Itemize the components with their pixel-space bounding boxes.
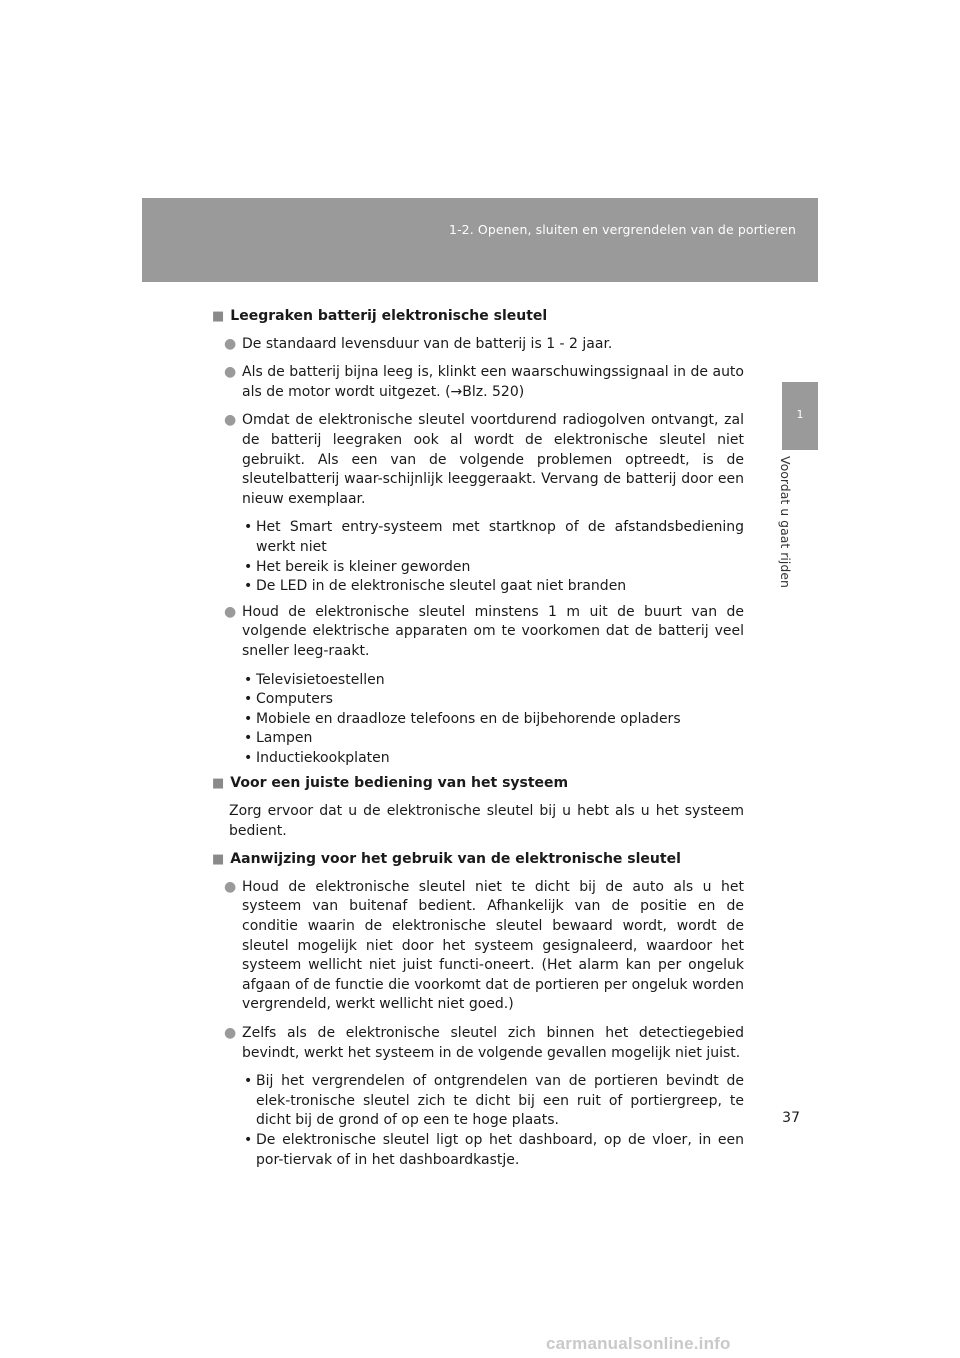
bullet-item xyxy=(212,363,744,402)
bullet-text: Houd de elektronische sleutel niet te dicht bij de auto als u het systeem van buitenaf bedient. Afhankelijk van de positie en de conditie waarin de elektronische sleutel bewaard wordt, wordt de sleutel mogelijk niet door het systeem gesignaleerd, waardoor het systeem wellicht niet juist functi-oneert. (Het alarm kan per ongeluk afgaan of de functie die voorkomt dat de portieren per ongeluk worden vergrendeld, werkt wellicht niet goed.) xyxy=(242,878,744,1013)
sub-list-item: • De LED in de elektronische sleutel gaat niet branden xyxy=(244,578,627,595)
sub-list-item: • Het Smart entry-systeem met startknop of de afstandsbediening werkt niet xyxy=(244,519,744,555)
section-heading-text: Leegraken batterij elektronische sleutel xyxy=(230,308,548,324)
bullet-item xyxy=(212,411,744,509)
sub-list-text: Het Smart entry-systeem met startknop of de afstandsbediening werkt niet xyxy=(256,519,744,555)
bullet-text: Omdat de elektronische sleutel voortdurend radiogolven ontvangt, zal de batterij leegraken ook al wordt de elektronische sleutel niet gebruikt. Als een van de volgende problemen optreedt, is de sleutelbatterij waar-schijnlijk leeggeraakt. Vervang de batterij door een nieuw exemplaar. xyxy=(242,412,744,507)
section-heading-text: Voor een juiste bediening van het systeem xyxy=(230,775,569,792)
bullet-text: Als de batterij bijna leeg is, klinkt een waarschuwingssignaal in de auto als de motor wordt uitgezet. (→Blz. 520) xyxy=(242,364,744,400)
chapter-tab-number: 1 xyxy=(796,408,804,421)
sub-list-item: • Lampen xyxy=(244,730,313,747)
sub-list-item: • Mobiele en draadloze telefoons en de bijbehorende opladers xyxy=(244,710,681,727)
round-bullet-icon: ● xyxy=(224,603,237,620)
section-heading-text: Aanwijzing voor het gebruik van de elektronische sleutel xyxy=(230,851,681,868)
bullet-text: De standaard levensduur van de batterij is 1 - 2 jaar. xyxy=(242,335,613,352)
chapter-header-bar xyxy=(142,198,818,282)
sub-list-text: Mobiele en draadloze telefoons en de bijbehorende opladers xyxy=(256,710,681,727)
bullet-text: Zelfs als de elektronische sleutel zich binnen het detectiegebied bevindt, werkt het systeem in de volgende gevallen mogelijk niet juist. xyxy=(242,1025,744,1061)
watermark: carmanualsonline.info xyxy=(546,1334,731,1353)
sub-list-text: De elektronische sleutel ligt op het dashboard, op de vloer, in een por-tiervak of in het dashboardkastje. xyxy=(256,1131,744,1168)
sub-list-item: • Inductiekookplaten xyxy=(244,749,390,766)
page-content xyxy=(212,307,744,1176)
bullet-item xyxy=(212,1024,744,1063)
sub-list-text: Het bereik is kleiner geworden xyxy=(256,558,471,575)
bullet-item xyxy=(212,335,744,355)
square-bullet-icon: ■ xyxy=(212,852,225,868)
sub-list-item: • De elektronische sleutel ligt op het dashboard, op de vloer, in een por-tiervak of in het dashboardkastje. xyxy=(244,1131,744,1168)
square-bullet-icon: ■ xyxy=(212,309,225,324)
sub-list-text: Bij het vergrendelen of ontgrendelen van de portieren bevindt de elek-tronische sleutel zich te dicht bij een ruit of portiergreep, te dicht bij de grond of op een te hoge plaats. xyxy=(256,1073,744,1129)
round-bullet-icon: ● xyxy=(224,335,237,352)
page-number: 37 xyxy=(782,1110,800,1126)
section-paragraph: Zorg ervoor dat u de elektronische sleutel bij u hebt als u het systeem bedient. xyxy=(229,803,744,839)
round-bullet-icon: ● xyxy=(224,1025,237,1041)
section-heading xyxy=(212,850,744,870)
section-heading xyxy=(212,774,744,794)
round-bullet-icon: ● xyxy=(224,412,237,429)
round-bullet-icon: ● xyxy=(224,878,237,895)
sub-list-text: Lampen xyxy=(256,730,313,747)
sub-list-text: De LED in de elektronische sleutel gaat niet branden xyxy=(256,578,627,595)
sub-list xyxy=(212,671,744,769)
sub-list-item: • Televisietoestellen xyxy=(244,671,385,688)
sub-list-item: • Bij het vergrendelen of ontgrendelen van de portieren bevindt de elek-tronische sleutel zich te dicht bij een ruit of portiergreep, te dicht bij de grond of op een te hoge plaats. xyxy=(244,1073,744,1129)
sub-list xyxy=(212,1072,744,1170)
round-bullet-icon: ● xyxy=(224,364,237,381)
chapter-tab-label: Voordat u gaat rijden xyxy=(778,456,793,588)
bullet-item xyxy=(212,878,744,1015)
sub-list-text: Computers xyxy=(256,691,333,708)
bullet-text: Houd de elektronische sleutel minstens 1 m uit de buurt van de volgende elektrische apparaten om te voorkomen dat de batterij veel sneller leeg-raakt. xyxy=(242,603,744,659)
section-heading xyxy=(212,307,744,327)
sub-list-text: Televisietoestellen xyxy=(256,671,385,688)
sub-list-item: • Computers xyxy=(244,691,333,708)
square-bullet-icon: ■ xyxy=(212,776,225,792)
chapter-tab-label-wrap xyxy=(760,456,840,592)
bullet-item xyxy=(212,603,744,662)
chapter-tab xyxy=(782,382,818,450)
sub-list-item: • Het bereik is kleiner geworden xyxy=(244,558,471,575)
sub-list-text: Inductiekookplaten xyxy=(256,749,390,766)
chapter-title: 1-2. Openen, sluiten en vergrendelen van de portieren xyxy=(449,222,796,237)
sub-list xyxy=(212,518,744,596)
